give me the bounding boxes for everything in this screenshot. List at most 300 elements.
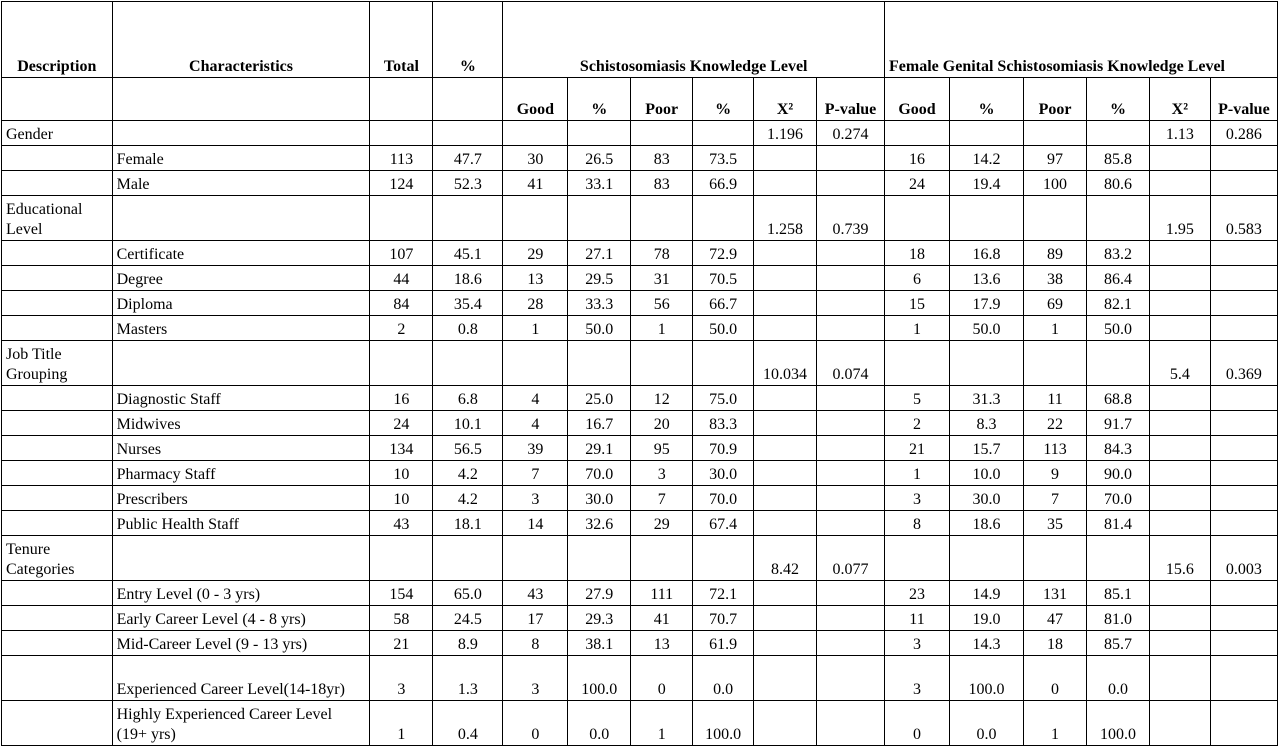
- sch-good-percent-cell: 33.3: [568, 291, 631, 316]
- fgs-good-percent-cell: 15.7: [949, 436, 1023, 461]
- characteristic-label: Highly Experienced Career Level (19+ yrs): [112, 701, 370, 746]
- empty-cell: [816, 461, 884, 486]
- empty-cell: [568, 121, 631, 146]
- empty-cell: [433, 536, 503, 581]
- fgs-poor-cell: 9: [1024, 461, 1087, 486]
- table-row: [2, 461, 1278, 486]
- table-row: [2, 581, 1278, 606]
- empty-cell: [949, 196, 1023, 241]
- empty-cell: [2, 266, 113, 291]
- empty-cell: [1210, 461, 1277, 486]
- fgs-poor-percent-cell: 84.3: [1086, 436, 1149, 461]
- empty-cell: [2, 511, 113, 536]
- header-empty-cell: [370, 78, 433, 121]
- header-total: Total: [370, 2, 433, 78]
- fgs-good-cell: 2: [885, 411, 950, 436]
- sch-good-cell: 39: [503, 436, 568, 461]
- fgs-poor-percent-cell: 90.0: [1086, 461, 1149, 486]
- empty-cell: [1210, 511, 1277, 536]
- header-empty-cell: [112, 78, 370, 121]
- empty-cell: [816, 316, 884, 341]
- empty-cell: [949, 341, 1023, 386]
- empty-cell: [754, 266, 817, 291]
- empty-cell: [1086, 196, 1149, 241]
- total-cell: 3: [370, 656, 433, 701]
- fgs-good-cell: 3: [885, 631, 950, 656]
- sch-poor-cell: 20: [631, 411, 693, 436]
- total-cell: 43: [370, 511, 433, 536]
- sch-good-cell: 3: [503, 486, 568, 511]
- characteristic-label: Degree: [112, 266, 370, 291]
- sch-poor-cell: 111: [631, 581, 693, 606]
- empty-cell: [693, 341, 754, 386]
- empty-cell: [2, 291, 113, 316]
- fgs-chi-square-cell: 1.95: [1149, 196, 1210, 241]
- characteristic-label: Prescribers: [112, 486, 370, 511]
- empty-cell: [816, 701, 884, 746]
- header-description: Description: [2, 2, 113, 78]
- fgs-good-percent-cell: 13.6: [949, 266, 1023, 291]
- sch-good-percent-cell: 38.1: [568, 631, 631, 656]
- characteristic-label: Diploma: [112, 291, 370, 316]
- empty-cell: [1210, 631, 1277, 656]
- table-row: [2, 656, 1278, 701]
- empty-cell: [1149, 146, 1210, 171]
- table-row: [2, 486, 1278, 511]
- empty-cell: [816, 411, 884, 436]
- fgs-good-percent-cell: 14.3: [949, 631, 1023, 656]
- group-label: Job Title Grouping: [2, 341, 113, 386]
- total-percent-cell: 52.3: [433, 171, 503, 196]
- characteristic-label: Experienced Career Level(14-18yr): [112, 656, 370, 701]
- total-percent-cell: 10.1: [433, 411, 503, 436]
- sch-good-percent-cell: 27.1: [568, 241, 631, 266]
- sch-good-percent-cell: 32.6: [568, 511, 631, 536]
- fgs-good-percent-cell: 31.3: [949, 386, 1023, 411]
- total-percent-cell: 18.6: [433, 266, 503, 291]
- fgs-good-cell: 11: [885, 606, 950, 631]
- table-row: [2, 291, 1278, 316]
- total-percent-cell: 8.9: [433, 631, 503, 656]
- empty-cell: [816, 266, 884, 291]
- sch-poor-cell: 83: [631, 171, 693, 196]
- empty-cell: [754, 171, 817, 196]
- characteristic-label: Certificate: [112, 241, 370, 266]
- sch-poor-percent-cell: 72.1: [693, 581, 754, 606]
- sch-poor-percent-cell: 73.5: [693, 146, 754, 171]
- characteristic-label: Pharmacy Staff: [112, 461, 370, 486]
- fgs-poor-percent-cell: 50.0: [1086, 316, 1149, 341]
- empty-cell: [816, 291, 884, 316]
- sch-good-cell: 0: [503, 701, 568, 746]
- fgs-pvalue-cell: 0.003: [1210, 536, 1277, 581]
- empty-cell: [1210, 316, 1277, 341]
- table-row: [2, 241, 1278, 266]
- empty-cell: [2, 606, 113, 631]
- empty-cell: [1024, 536, 1087, 581]
- empty-cell: [1149, 486, 1210, 511]
- sch-poor-percent-cell: 61.9: [693, 631, 754, 656]
- empty-cell: [1210, 606, 1277, 631]
- total-percent-cell: 4.2: [433, 461, 503, 486]
- empty-cell: [754, 146, 817, 171]
- empty-cell: [754, 241, 817, 266]
- empty-cell: [1210, 291, 1277, 316]
- sch-poor-percent-cell: 50.0: [693, 316, 754, 341]
- sch-good-cell: 29: [503, 241, 568, 266]
- fgs-poor-cell: 97: [1024, 146, 1087, 171]
- characteristic-label: Male: [112, 171, 370, 196]
- fgs-good-cell: 23: [885, 581, 950, 606]
- empty-cell: [2, 171, 113, 196]
- fgs-good-percent-cell: 14.9: [949, 581, 1023, 606]
- total-cell: 154: [370, 581, 433, 606]
- empty-cell: [1149, 291, 1210, 316]
- empty-cell: [503, 341, 568, 386]
- empty-cell: [816, 631, 884, 656]
- sch-good-cell: 8: [503, 631, 568, 656]
- fgs-good-cell: 1: [885, 316, 950, 341]
- empty-cell: [112, 196, 370, 241]
- empty-cell: [754, 606, 817, 631]
- total-percent-cell: 45.1: [433, 241, 503, 266]
- fgs-poor-cell: 38: [1024, 266, 1087, 291]
- fgs-poor-cell: 1: [1024, 701, 1087, 746]
- fgs-good-cell: 16: [885, 146, 950, 171]
- empty-cell: [754, 486, 817, 511]
- total-cell: 10: [370, 486, 433, 511]
- empty-cell: [1024, 341, 1087, 386]
- sch-good-cell: 28: [503, 291, 568, 316]
- header-fgs-group: Female Genital Schistosomiasis Knowledge Level: [885, 2, 1278, 78]
- sch-poor-cell: 31: [631, 266, 693, 291]
- group-row: [2, 121, 1278, 146]
- fgs-poor-cell: 0: [1024, 656, 1087, 701]
- fgs-good-cell: 6: [885, 266, 950, 291]
- empty-cell: [1086, 121, 1149, 146]
- sch-poor-cell: 0: [631, 656, 693, 701]
- total-percent-cell: 0.8: [433, 316, 503, 341]
- sch-poor-percent-cell: 75.0: [693, 386, 754, 411]
- empty-cell: [1149, 266, 1210, 291]
- empty-cell: [1086, 536, 1149, 581]
- empty-cell: [1024, 121, 1087, 146]
- characteristic-label: Nurses: [112, 436, 370, 461]
- empty-cell: [2, 631, 113, 656]
- sch-poor-cell: 56: [631, 291, 693, 316]
- fgs-good-percent-cell: 14.2: [949, 146, 1023, 171]
- table-row: [2, 386, 1278, 411]
- empty-cell: [754, 656, 817, 701]
- empty-cell: [2, 386, 113, 411]
- fgs-pvalue-cell: 0.286: [1210, 121, 1277, 146]
- empty-cell: [816, 486, 884, 511]
- group-label: Gender: [2, 121, 113, 146]
- total-percent-cell: 0.4: [433, 701, 503, 746]
- empty-cell: [2, 701, 113, 746]
- empty-cell: [1149, 606, 1210, 631]
- sch-good-percent-cell: 25.0: [568, 386, 631, 411]
- empty-cell: [2, 316, 113, 341]
- fgs-good-cell: 1: [885, 461, 950, 486]
- empty-cell: [1149, 656, 1210, 701]
- empty-cell: [2, 656, 113, 701]
- fgs-good-cell: 5: [885, 386, 950, 411]
- table-row: [2, 436, 1278, 461]
- sch-chi-square-cell: 10.034: [754, 341, 817, 386]
- fgs-good-cell: 21: [885, 436, 950, 461]
- characteristic-label: Midwives: [112, 411, 370, 436]
- empty-cell: [370, 121, 433, 146]
- total-percent-cell: 18.1: [433, 511, 503, 536]
- sch-poor-percent-cell: 0.0: [693, 656, 754, 701]
- empty-cell: [885, 536, 950, 581]
- empty-cell: [1149, 581, 1210, 606]
- fgs-poor-cell: 1: [1024, 316, 1087, 341]
- empty-cell: [1210, 146, 1277, 171]
- fgs-good-percent-cell: 50.0: [949, 316, 1023, 341]
- empty-cell: [949, 121, 1023, 146]
- sch-pvalue-cell: 0.074: [816, 341, 884, 386]
- fgs-poor-percent-cell: 81.4: [1086, 511, 1149, 536]
- empty-cell: [433, 341, 503, 386]
- sch-good-percent-cell: 27.9: [568, 581, 631, 606]
- group-row: [2, 536, 1278, 581]
- header-empty-cell: [2, 78, 113, 121]
- empty-cell: [503, 536, 568, 581]
- fgs-chi-square-cell: 5.4: [1149, 341, 1210, 386]
- sch-good-cell: 43: [503, 581, 568, 606]
- fgs-good-percent-cell: 19.0: [949, 606, 1023, 631]
- empty-cell: [2, 146, 113, 171]
- sch-good-cell: 4: [503, 411, 568, 436]
- sch-pvalue-cell: 0.739: [816, 196, 884, 241]
- sch-good-percent-cell: 29.3: [568, 606, 631, 631]
- sch-good-percent-cell: 100.0: [568, 656, 631, 701]
- empty-cell: [2, 581, 113, 606]
- sch-good-cell: 30: [503, 146, 568, 171]
- fgs-poor-percent-cell: 68.8: [1086, 386, 1149, 411]
- empty-cell: [1210, 266, 1277, 291]
- total-cell: 58: [370, 606, 433, 631]
- sch-good-cell: 3: [503, 656, 568, 701]
- empty-cell: [1149, 436, 1210, 461]
- sch-poor-cell: 12: [631, 386, 693, 411]
- empty-cell: [1210, 436, 1277, 461]
- fgs-poor-percent-cell: 85.1: [1086, 581, 1149, 606]
- sch-poor-percent-cell: 30.0: [693, 461, 754, 486]
- empty-cell: [816, 241, 884, 266]
- empty-cell: [1149, 386, 1210, 411]
- empty-cell: [2, 436, 113, 461]
- fgs-good-percent-cell: 16.8: [949, 241, 1023, 266]
- sch-poor-cell: 1: [631, 701, 693, 746]
- empty-cell: [754, 316, 817, 341]
- sch-good-percent-cell: 30.0: [568, 486, 631, 511]
- total-percent-cell: 47.7: [433, 146, 503, 171]
- fgs-poor-cell: 22: [1024, 411, 1087, 436]
- fgs-poor-percent-cell: 100.0: [1086, 701, 1149, 746]
- header-fgs-good: Good: [885, 78, 950, 121]
- sch-good-percent-cell: 29.1: [568, 436, 631, 461]
- empty-cell: [112, 341, 370, 386]
- sch-poor-cell: 29: [631, 511, 693, 536]
- fgs-poor-percent-cell: 81.0: [1086, 606, 1149, 631]
- fgs-poor-cell: 18: [1024, 631, 1087, 656]
- fgs-good-percent-cell: 30.0: [949, 486, 1023, 511]
- fgs-poor-percent-cell: 91.7: [1086, 411, 1149, 436]
- sch-poor-cell: 13: [631, 631, 693, 656]
- empty-cell: [2, 241, 113, 266]
- fgs-good-cell: 8: [885, 511, 950, 536]
- sch-good-percent-cell: 50.0: [568, 316, 631, 341]
- sch-poor-percent-cell: 70.9: [693, 436, 754, 461]
- knowledge-table: [1, 1, 1278, 746]
- fgs-good-cell: 3: [885, 656, 950, 701]
- empty-cell: [693, 196, 754, 241]
- sch-good-percent-cell: 26.5: [568, 146, 631, 171]
- empty-cell: [816, 436, 884, 461]
- empty-cell: [754, 631, 817, 656]
- header-fgs-chi-square: X²: [1149, 78, 1210, 121]
- total-percent-cell: 56.5: [433, 436, 503, 461]
- characteristic-label: Diagnostic Staff: [112, 386, 370, 411]
- empty-cell: [631, 536, 693, 581]
- fgs-good-cell: 24: [885, 171, 950, 196]
- characteristic-label: Entry Level (0 - 3 yrs): [112, 581, 370, 606]
- sch-chi-square-cell: 8.42: [754, 536, 817, 581]
- table-row: [2, 631, 1278, 656]
- empty-cell: [1086, 341, 1149, 386]
- group-label: Tenure Categories: [2, 536, 113, 581]
- header-fgs-poor-percent: %: [1086, 78, 1149, 121]
- sch-poor-cell: 3: [631, 461, 693, 486]
- fgs-pvalue-cell: 0.583: [1210, 196, 1277, 241]
- sch-good-cell: 1: [503, 316, 568, 341]
- header-row-1: [2, 2, 1278, 78]
- header-characteristics: Characteristics: [112, 2, 370, 78]
- fgs-good-cell: 18: [885, 241, 950, 266]
- fgs-good-cell: 3: [885, 486, 950, 511]
- total-cell: 21: [370, 631, 433, 656]
- fgs-poor-percent-cell: 85.8: [1086, 146, 1149, 171]
- total-cell: 113: [370, 146, 433, 171]
- header-fgs-good-percent: %: [949, 78, 1023, 121]
- fgs-poor-percent-cell: 82.1: [1086, 291, 1149, 316]
- empty-cell: [816, 171, 884, 196]
- fgs-chi-square-cell: 1.13: [1149, 121, 1210, 146]
- header-sch-good-percent: %: [568, 78, 631, 121]
- sch-good-percent-cell: 29.5: [568, 266, 631, 291]
- fgs-poor-cell: 100: [1024, 171, 1087, 196]
- sch-poor-percent-cell: 70.0: [693, 486, 754, 511]
- sch-good-percent-cell: 0.0: [568, 701, 631, 746]
- empty-cell: [1210, 486, 1277, 511]
- group-row: [2, 196, 1278, 241]
- sch-good-cell: 4: [503, 386, 568, 411]
- empty-cell: [949, 536, 1023, 581]
- total-percent-cell: 4.2: [433, 486, 503, 511]
- sch-poor-cell: 95: [631, 436, 693, 461]
- total-percent-cell: 24.5: [433, 606, 503, 631]
- sch-good-cell: 41: [503, 171, 568, 196]
- empty-cell: [754, 436, 817, 461]
- header-sch-poor-percent: %: [693, 78, 754, 121]
- empty-cell: [1210, 241, 1277, 266]
- fgs-poor-percent-cell: 80.6: [1086, 171, 1149, 196]
- empty-cell: [370, 536, 433, 581]
- fgs-poor-percent-cell: 70.0: [1086, 486, 1149, 511]
- fgs-good-percent-cell: 19.4: [949, 171, 1023, 196]
- fgs-good-cell: 0: [885, 701, 950, 746]
- fgs-poor-percent-cell: 86.4: [1086, 266, 1149, 291]
- sch-good-percent-cell: 33.1: [568, 171, 631, 196]
- characteristic-label: Masters: [112, 316, 370, 341]
- sch-pvalue-cell: 0.077: [816, 536, 884, 581]
- empty-cell: [568, 196, 631, 241]
- fgs-poor-percent-cell: 85.7: [1086, 631, 1149, 656]
- header-fgs-pvalue: P-value: [1210, 78, 1277, 121]
- fgs-good-cell: 15: [885, 291, 950, 316]
- empty-cell: [754, 511, 817, 536]
- fgs-good-percent-cell: 17.9: [949, 291, 1023, 316]
- characteristic-label: Public Health Staff: [112, 511, 370, 536]
- sch-poor-percent-cell: 100.0: [693, 701, 754, 746]
- empty-cell: [885, 196, 950, 241]
- table-row: [2, 606, 1278, 631]
- table-row: [2, 146, 1278, 171]
- header-empty-cell: [433, 78, 503, 121]
- empty-cell: [1210, 171, 1277, 196]
- fgs-good-percent-cell: 8.3: [949, 411, 1023, 436]
- empty-cell: [1210, 581, 1277, 606]
- header-sch-pvalue: P-value: [816, 78, 884, 121]
- empty-cell: [1149, 701, 1210, 746]
- empty-cell: [1149, 171, 1210, 196]
- sch-poor-percent-cell: 66.7: [693, 291, 754, 316]
- total-cell: 107: [370, 241, 433, 266]
- empty-cell: [816, 581, 884, 606]
- total-percent-cell: 1.3: [433, 656, 503, 701]
- total-cell: 84: [370, 291, 433, 316]
- empty-cell: [754, 581, 817, 606]
- fgs-chi-square-cell: 15.6: [1149, 536, 1210, 581]
- empty-cell: [693, 121, 754, 146]
- fgs-poor-cell: 35: [1024, 511, 1087, 536]
- header-fgs-poor: Poor: [1024, 78, 1087, 121]
- total-percent-cell: 65.0: [433, 581, 503, 606]
- empty-cell: [885, 121, 950, 146]
- empty-cell: [754, 461, 817, 486]
- empty-cell: [2, 486, 113, 511]
- empty-cell: [754, 386, 817, 411]
- total-cell: 124: [370, 171, 433, 196]
- empty-cell: [1149, 316, 1210, 341]
- empty-cell: [631, 341, 693, 386]
- empty-cell: [816, 146, 884, 171]
- characteristic-label: Female: [112, 146, 370, 171]
- characteristic-label: Early Career Level (4 - 8 yrs): [112, 606, 370, 631]
- group-label: Educational Level: [2, 196, 113, 241]
- sch-poor-percent-cell: 67.4: [693, 511, 754, 536]
- fgs-good-percent-cell: 18.6: [949, 511, 1023, 536]
- table-row: [2, 171, 1278, 196]
- empty-cell: [1210, 386, 1277, 411]
- empty-cell: [112, 536, 370, 581]
- empty-cell: [568, 536, 631, 581]
- sch-good-cell: 7: [503, 461, 568, 486]
- empty-cell: [631, 121, 693, 146]
